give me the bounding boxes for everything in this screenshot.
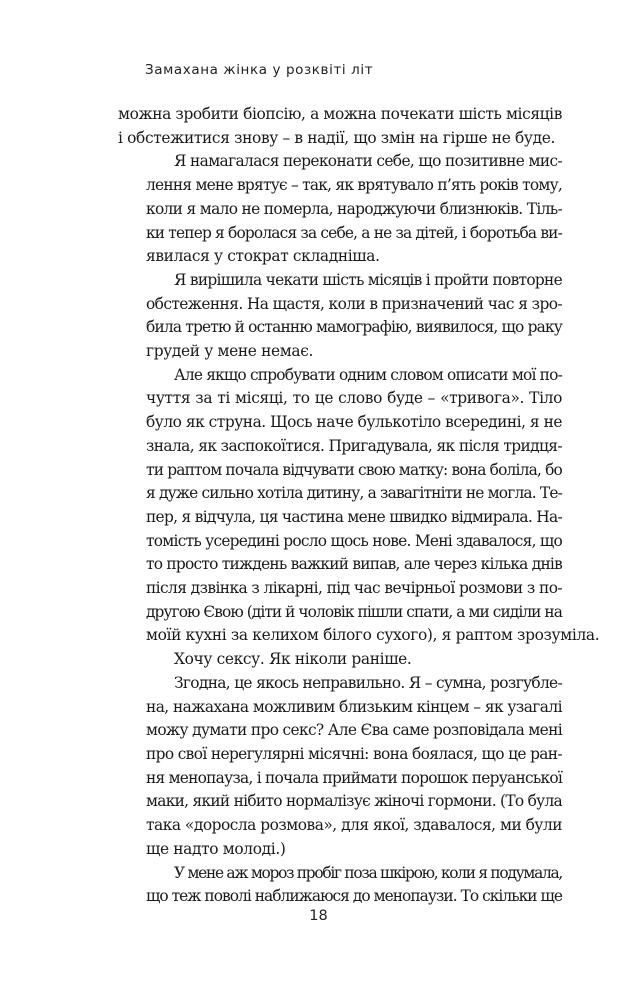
paragraph (118, 364, 600, 648)
body-text (118, 103, 600, 909)
text-line: то просто тиждень важкий випав, але через кілька днів (146, 555, 562, 574)
text-line: що теж поволі наближаюся до менопаузи. То скільки ще (146, 887, 562, 906)
text-line: було як струна. Щось наче булькотіло всередині, я не (146, 413, 562, 432)
text-line: ще надто молоді.) (146, 839, 286, 858)
paragraph (118, 269, 562, 364)
text-line: ки тепер я боролася за себе, а не за дітей, і боротьба ви- (146, 223, 562, 242)
text-line: лення мене врятує – так, як врятувало п’ять років тому, (146, 176, 562, 195)
text-line: ти раптом почала відчувати свою матку: вона боліла, бо (146, 460, 562, 479)
paragraph (118, 672, 562, 862)
text-line: Хочу сексу. Як ніколи раніше. (174, 650, 412, 669)
text-line: грудей у мене немає. (146, 342, 314, 361)
text-line: Я намагалася переконати себе, що позитивне мис- (174, 152, 562, 171)
paragraph (118, 150, 562, 269)
text-line: така «доросла розмова», для якої, здавалося, ми були (146, 816, 562, 835)
text-line: моїй кухні за келихом білого сухого), я раптом зрозуміла. (146, 626, 600, 645)
text-line: чуття за ті місяці, то це слово буде – «тривога». Тіло (146, 389, 562, 408)
text-line: я дуже сильно хотіла дитину, а завагітніти не могла. Те- (146, 484, 562, 503)
text-line: била третю й останню мамографію, виявилося, що раку (146, 318, 562, 337)
text-line: У мене аж мороз пробіг поза шкірою, коли я подумала, (174, 863, 562, 882)
paragraph (118, 103, 562, 150)
text-line: про свої нерегулярні місячні: вона боялася, що це ран- (146, 744, 562, 763)
text-line: коли я мало не померла, народжуючи близнюків. Тіль- (146, 199, 562, 218)
text-line: Згодна, це якось неправильно. Я – сумна, розгубле- (174, 673, 562, 692)
text-line: і обстежитися знову – в надії, що змін на гірше не буде. (118, 128, 556, 147)
text-line: Але якщо спробувати одним словом описати мої по- (174, 365, 562, 384)
text-line: на, нажахана можливим близьким кінцем – як узагалі (146, 697, 562, 716)
page-number: 18 (309, 908, 328, 924)
text-line: другою Євою (діти й чоловік пішли спати, а ми сиділи на (146, 602, 562, 621)
running-head: Замахана жінка у розквіті літ (145, 62, 374, 78)
paragraph (118, 648, 562, 672)
text-line: обстеження. На щастя, коли в призначений час я зро- (146, 294, 562, 313)
text-line: знала, як заспокоїтися. Пригадувала, як після тридця- (146, 436, 562, 455)
text-line: маки, який нібито нормалізує жіночі гормони. (То була (146, 792, 562, 811)
text-line: ня менопауза, і почала приймати порошок перуанської (146, 768, 562, 787)
text-line: пер, я відчула, ця частина мене швидко відмирала. На- (146, 507, 562, 526)
text-line: після дзвінка з лікарні, під час вечірньої розмови з по- (146, 579, 562, 598)
text-line: томість усередині росло щось нове. Мені здавалося, що (146, 531, 562, 550)
text-line: можна зробити біопсію, а можна почекати шість місяців (118, 105, 562, 123)
text-line: явилася у стократ складніша. (146, 247, 380, 266)
text-line: Я вирішила чекати шість місяців і пройти повторне (174, 270, 562, 289)
paragraph (118, 862, 562, 909)
text-line: можу думати про секс? Але Єва саме розповідала мені (146, 721, 562, 740)
